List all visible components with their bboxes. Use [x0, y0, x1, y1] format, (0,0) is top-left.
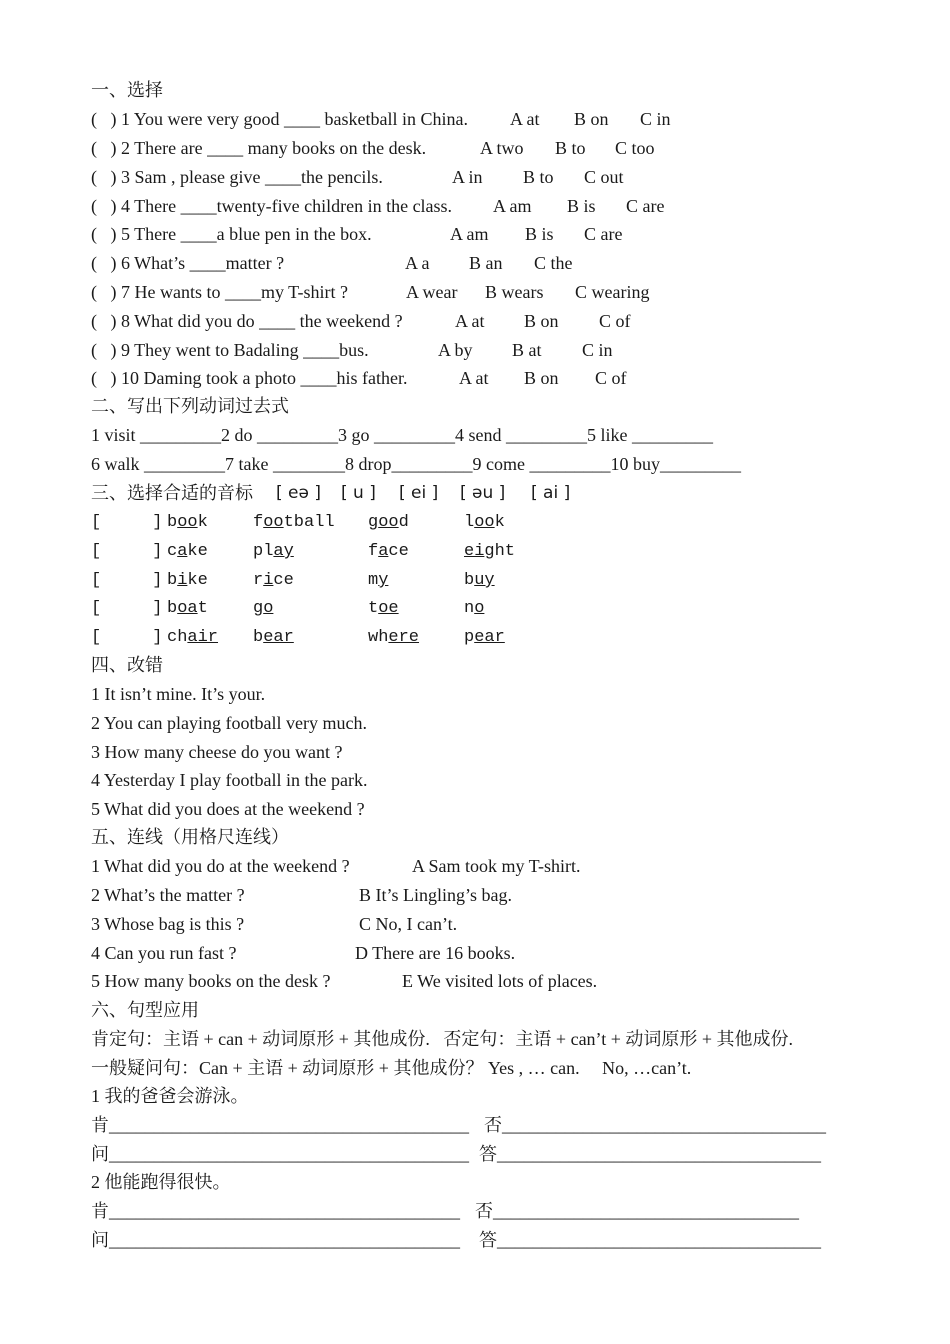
phonics-word — [167, 537, 208, 566]
option-a[interactable]: A am — [450, 224, 489, 244]
word-part: ch — [167, 628, 188, 647]
section2-title: 二、写出下列动词过去式 — [91, 396, 289, 416]
sentence-prompt: 2 他能跑得很快。 — [91, 1172, 231, 1192]
section1-title: 一、选择 — [91, 80, 163, 100]
underlined-letters: ere — [388, 628, 420, 647]
section5-title: 五、连线（用格尺连线） — [91, 827, 289, 847]
option-a[interactable]: A in — [452, 167, 483, 187]
question-text: ( ) 6 What’s ____matter ? — [91, 253, 285, 273]
question-text: ( ) 2 There are ____ many books on the desk. — [91, 138, 427, 158]
phonics-word — [253, 594, 273, 623]
phonics-word — [464, 537, 515, 566]
phonics-word — [368, 508, 409, 537]
word-part: f — [253, 513, 264, 532]
option-a[interactable]: A at — [455, 311, 485, 331]
correction-item: 3 How many cheese do you want ? — [91, 742, 343, 762]
phonics-word — [368, 537, 409, 566]
sentence-prompt: 1 我的爸爸会游泳。 — [91, 1086, 249, 1106]
option-b[interactable]: B an — [469, 253, 503, 273]
negative-blank[interactable]: 否__________________________________ — [475, 1201, 799, 1221]
answer-bracket[interactable]: [ ] — [91, 513, 163, 532]
question-text: ( ) 10 Daming took a photo ____his father. — [91, 368, 408, 388]
phonetic-symbol: [ ai ] — [531, 483, 571, 503]
past-tense-line-1: 1 visit _________2 do _________3 go _________4 send _________5 like _________ — [91, 425, 713, 445]
underlined-letters: ay — [273, 542, 294, 561]
underlined-letters: oo — [177, 513, 198, 532]
option-a[interactable]: A am — [493, 196, 532, 216]
option-b[interactable]: B on — [574, 109, 609, 129]
option-c[interactable]: C of — [595, 368, 627, 388]
underlined-letters: oe — [378, 599, 399, 618]
option-b[interactable]: B is — [525, 224, 554, 244]
underlined-letters: ear — [474, 628, 505, 647]
phonetic-symbol: [ eə ] — [276, 483, 321, 503]
option-a[interactable]: A at — [510, 109, 540, 129]
question-text: ( ) 8 What did you do ____ the weekend ? — [91, 311, 403, 331]
phonics-word — [167, 594, 208, 623]
word-part: l — [464, 513, 475, 532]
word-part: wh — [368, 628, 389, 647]
underlined-letters: y — [378, 571, 389, 590]
affirmative-blank[interactable]: 肯________________________________________ — [91, 1115, 469, 1135]
phonics-word — [253, 566, 294, 595]
correction-item: 1 It isn’t mine. It’s your. — [91, 684, 266, 704]
match-question: 2 What’s the matter ? — [91, 885, 245, 905]
match-answer: A Sam took my T-shirt. — [412, 856, 581, 876]
phonics-word — [464, 623, 505, 652]
option-b[interactable]: B on — [524, 311, 559, 331]
phonics-word — [167, 566, 208, 595]
question-blank[interactable]: 问_______________________________________ — [91, 1230, 460, 1250]
option-a[interactable]: A at — [459, 368, 489, 388]
answer-blank[interactable]: 答____________________________________ — [479, 1144, 821, 1164]
match-question: 4 Can you run fast ? — [91, 943, 237, 963]
match-answer: C No, I can’t. — [359, 914, 458, 934]
option-a[interactable]: A wear — [406, 282, 458, 302]
word-part: g — [368, 513, 379, 532]
word-part: n — [464, 599, 475, 618]
word-part: k — [197, 513, 208, 532]
phonics-word — [464, 508, 505, 537]
option-c[interactable]: C in — [582, 340, 613, 360]
option-c[interactable]: C in — [640, 109, 671, 129]
question-blank[interactable]: 问________________________________________ — [91, 1144, 469, 1164]
underlined-letters: a — [177, 542, 188, 561]
option-a[interactable]: A a — [405, 253, 430, 273]
phonics-word — [464, 566, 495, 595]
underlined-letters: oa — [177, 599, 198, 618]
option-b[interactable]: B to — [555, 138, 586, 158]
phonics-word — [253, 623, 294, 652]
past-tense-line-2: 6 walk _________7 take ________8 drop_________9 come _________10 buy_________ — [91, 454, 741, 474]
pattern-rule: 一般疑问句：Can + 主语 + 动词原形 + 其他成份？ Yes , … can. No, …can’t. — [91, 1058, 692, 1078]
option-c[interactable]: C are — [584, 224, 623, 244]
match-question: 1 What did you do at the weekend ? — [91, 856, 350, 876]
underlined-letters: o — [474, 599, 485, 618]
correction-item: 2 You can playing football very much. — [91, 713, 367, 733]
answer-bracket[interactable]: [ ] — [91, 599, 163, 618]
question-text: ( ) 5 There ____a blue pen in the box. — [91, 224, 372, 244]
phonics-word — [464, 594, 484, 623]
word-part: tball — [283, 513, 335, 532]
word-part: b — [167, 599, 178, 618]
option-c[interactable]: C the — [534, 253, 573, 273]
word-part: r — [253, 571, 264, 590]
option-b[interactable]: B at — [512, 340, 542, 360]
word-part: g — [253, 599, 264, 618]
question-text: ( ) 1 You were very good ____ basketball in China. — [91, 109, 468, 129]
pattern-rule: 肯定句：主语 + can + 动词原形 + 其他成份. 否定句：主语 + can’t + 动词原形 + 其他成份. — [91, 1029, 794, 1049]
underlined-letters: oo — [263, 513, 284, 532]
phonetic-symbol: [ u ] — [341, 483, 376, 503]
word-part: ke — [187, 542, 208, 561]
word-part: f — [368, 542, 379, 561]
match-question: 3 Whose bag is this ? — [91, 914, 245, 934]
correction-item: 5 What did you does at the weekend ? — [91, 799, 365, 819]
word-part: ke — [187, 571, 208, 590]
underlined-letters: air — [187, 628, 219, 647]
question-text: ( ) 3 Sam , please give ____the pencils. — [91, 167, 383, 187]
word-part: ce — [273, 571, 294, 590]
phonics-word — [368, 594, 399, 623]
answer-bracket[interactable]: [ ] — [91, 628, 163, 647]
option-c[interactable]: C wearing — [575, 282, 650, 302]
negative-blank[interactable]: 否____________________________________ — [484, 1115, 826, 1135]
match-answer: B It’s Lingling’s bag. — [359, 885, 512, 905]
question-text: ( ) 4 There ____twenty-five children in the class. — [91, 196, 453, 216]
option-c[interactable]: C too — [615, 138, 655, 158]
option-c[interactable]: C out — [584, 167, 624, 187]
correction-item: 4 Yesterday I play football in the park. — [91, 770, 368, 790]
question-text: ( ) 9 They went to Badaling ____bus. — [91, 340, 369, 360]
word-part: t — [197, 599, 208, 618]
option-c[interactable]: C are — [626, 196, 665, 216]
section4-title: 四、改错 — [91, 655, 163, 675]
word-part: b — [253, 628, 264, 647]
option-b[interactable]: B wears — [485, 282, 544, 302]
phonics-word — [368, 566, 388, 595]
underlined-letters: i — [263, 571, 274, 590]
word-part: c — [167, 542, 178, 561]
phonics-word — [253, 508, 335, 537]
word-part: b — [167, 513, 178, 532]
underlined-letters: o — [263, 599, 274, 618]
underlined-letters: ei — [464, 542, 485, 561]
option-b[interactable]: B to — [523, 167, 554, 187]
underlined-letters: uy — [474, 571, 495, 590]
underlined-letters: i — [177, 571, 188, 590]
option-a[interactable]: A two — [480, 138, 524, 158]
underlined-letters: oo — [474, 513, 495, 532]
underlined-letters: a — [378, 542, 389, 561]
underlined-letters: oo — [378, 513, 399, 532]
match-answer: D There are 16 books. — [355, 943, 516, 963]
question-text: ( ) 7 He wants to ____my T-shirt ? — [91, 282, 348, 302]
word-part: k — [494, 513, 505, 532]
answer-bracket[interactable]: [ ] — [91, 542, 163, 561]
section6-title: 六、句型应用 — [91, 1000, 199, 1020]
word-part: ght — [484, 542, 516, 561]
underlined-letters: ear — [263, 628, 294, 647]
word-part: ce — [388, 542, 409, 561]
option-b[interactable]: B is — [567, 196, 596, 216]
match-answer: E We visited lots of places. — [402, 971, 598, 991]
word-part: t — [368, 599, 379, 618]
phonetic-symbol: [ əu ] — [460, 483, 506, 503]
word-part: b — [464, 571, 475, 590]
option-c[interactable]: C of — [599, 311, 631, 331]
word-part: d — [398, 513, 409, 532]
phonics-word — [167, 508, 208, 537]
word-part: m — [368, 571, 379, 590]
match-question: 5 How many books on the desk ? — [91, 971, 331, 991]
answer-bracket[interactable]: [ ] — [91, 571, 163, 590]
answer-blank[interactable]: 答____________________________________ — [479, 1230, 821, 1250]
phonics-word — [167, 623, 218, 652]
phonetic-symbol: [ ei ] — [399, 483, 439, 503]
word-part: b — [167, 571, 178, 590]
option-a[interactable]: A by — [438, 340, 473, 360]
section3-title: 三、选择合适的音标 — [91, 483, 253, 503]
affirmative-blank[interactable]: 肯_______________________________________ — [91, 1201, 460, 1221]
word-part: pl — [253, 542, 274, 561]
phonics-word — [253, 537, 294, 566]
word-part: p — [464, 628, 475, 647]
phonics-word — [368, 623, 419, 652]
option-b[interactable]: B on — [524, 368, 559, 388]
